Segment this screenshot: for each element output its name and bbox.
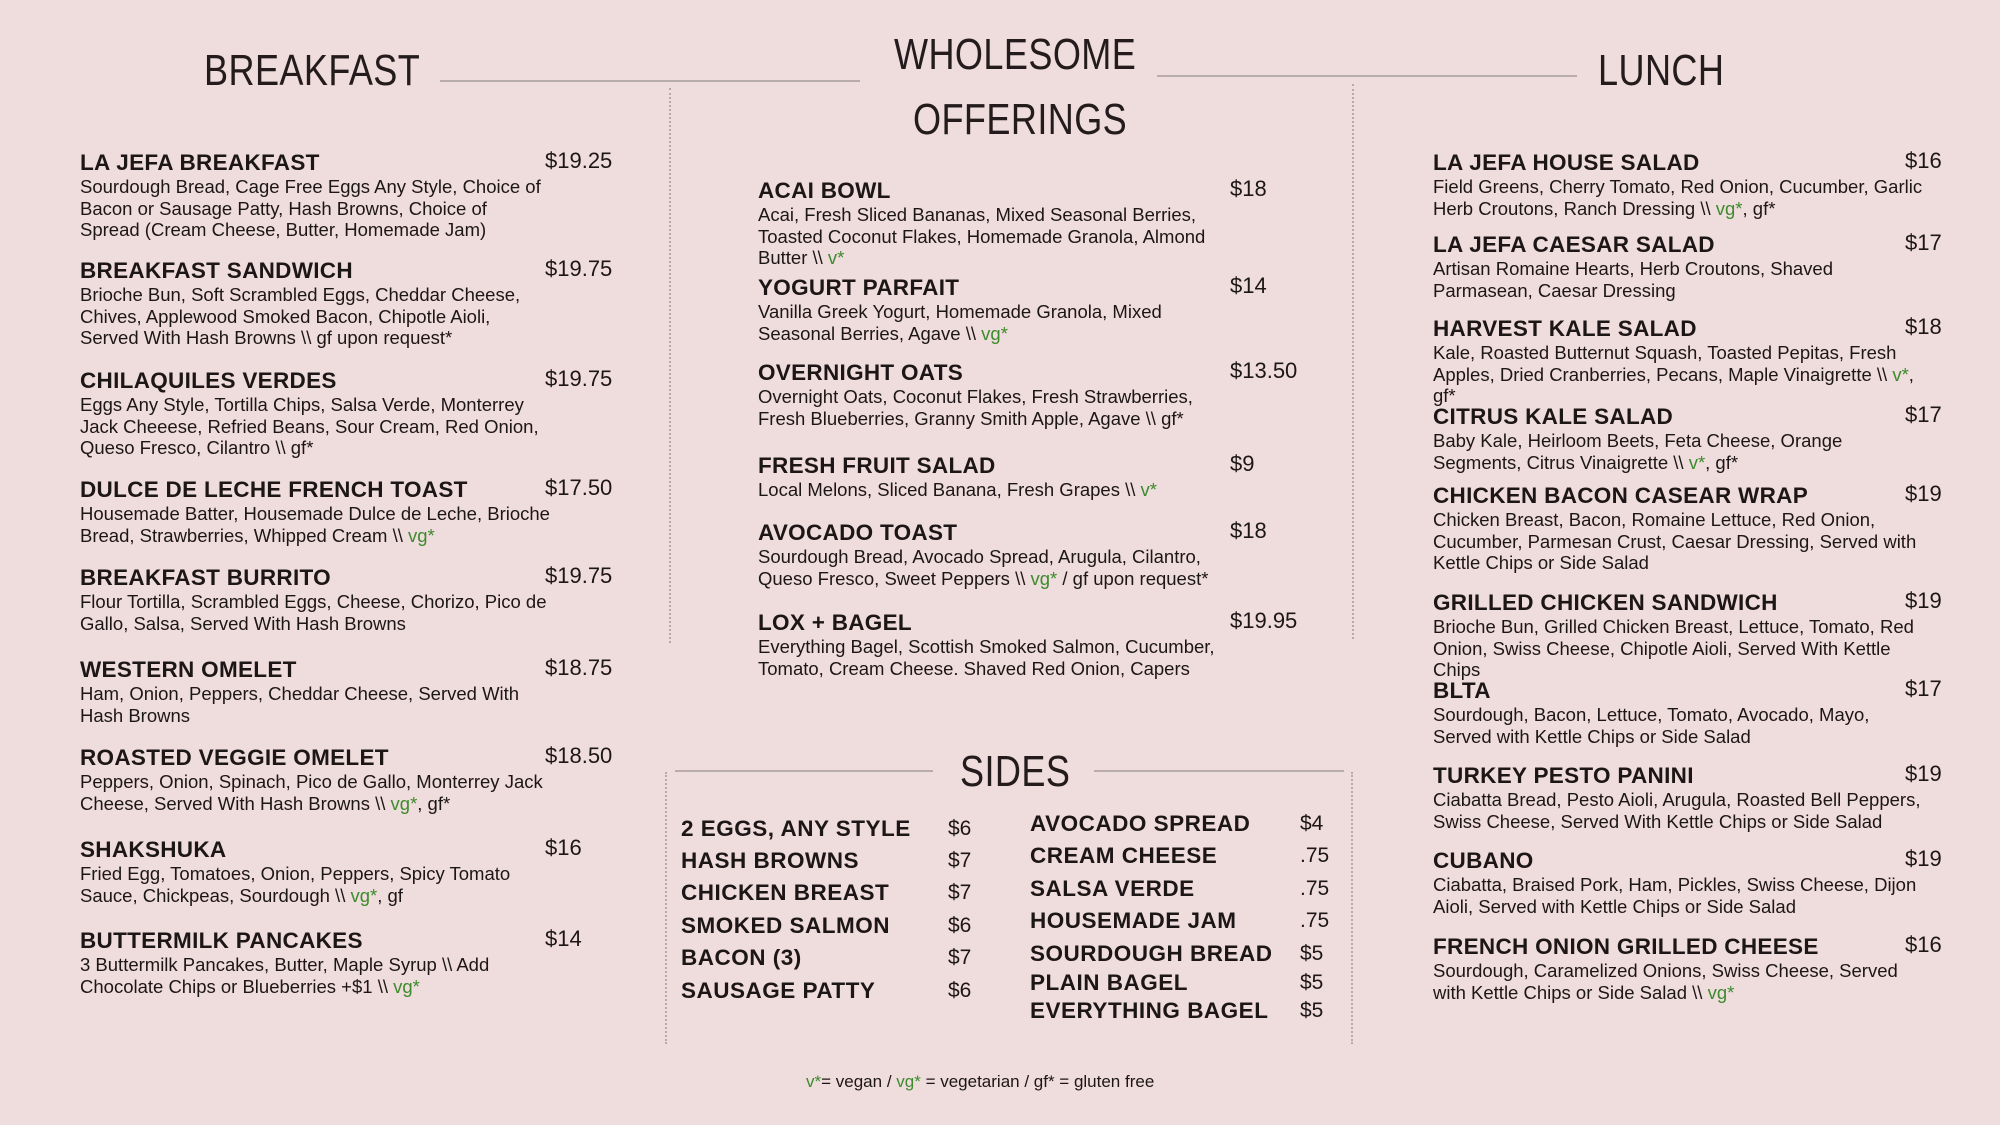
item-price: $17: [1905, 676, 1942, 701]
breakfast-menu-item: [80, 150, 550, 241]
breakfast-menu-item: [80, 258, 550, 349]
wholesome-heading-line1: WHOLESOME: [894, 30, 1137, 79]
side-item-name: 2 EGGS, ANY STYLE: [681, 816, 911, 841]
item-description-text: Flour Tortilla, Scrambled Eggs, Cheese, Chorizo, Pico de Gallo, Salsa, Served With Hash Browns: [80, 591, 547, 634]
item-description-text: Kale, Roasted Butternut Squash, Toasted Pepitas, Fresh Apples, Dried Cranberries, Pecans, Maple Vinaigrette \\: [1433, 342, 1897, 385]
diet-legend: [806, 1072, 1154, 1092]
wholesome-menu-item: [758, 453, 1233, 501]
item-description-text: Sourdough Bread, Cage Free Eggs Any Style, Choice of Bacon or Sausage Patty, Hash Browns, Choice of Spread (Cream Cheese, Butter, Homemade Jam): [80, 176, 541, 240]
breakfast-heading: BREAKFAST: [204, 46, 421, 95]
side-item-name: SOURDOUGH BREAD: [1030, 941, 1273, 966]
lunch-menu-item: [1433, 404, 1928, 473]
item-price: $18: [1905, 314, 1942, 339]
lunch-menu-item: [1433, 763, 1928, 832]
diet-tag-suffix: , gf*: [1705, 451, 1739, 473]
wholesome-heading-line2: OFFERINGS: [913, 95, 1128, 144]
lunch-menu-item: [1433, 232, 1928, 301]
item-name: LA JEFA HOUSE SALAD: [1433, 150, 1700, 175]
item-description-text: Acai, Fresh Sliced Bananas, Mixed Seasonal Berries, Toasted Coconut Flakes, Homemade Granola, Almond Butter \\: [758, 204, 1206, 268]
item-description-text: Housemade Batter, Housemade Dulce de Leche, Brioche Bread, Strawberries, Whipped Cream \\: [80, 503, 550, 546]
item-description: [1433, 258, 1928, 301]
item-description-text: Everything Bagel, Scottish Smoked Salmon, Cucumber, Tomato, Cream Cheese. Shaved Red Onion, Capers: [758, 636, 1215, 679]
item-price: $19.75: [545, 563, 613, 588]
breakfast-menu-item: [80, 657, 550, 726]
legend-vegan-tag: v*: [806, 1072, 822, 1091]
item-description-text: Local Melons, Sliced Banana, Fresh Grapes \\: [758, 479, 1141, 500]
item-name: CHICKEN BACON CASEAR WRAP: [1433, 483, 1809, 508]
lunch-heading: LUNCH: [1598, 46, 1725, 95]
item-description-text: Overnight Oats, Coconut Flakes, Fresh Strawberries, Fresh Blueberries, Granny Smith Apple, Agave \\ gf*: [758, 386, 1193, 429]
item-description: [1433, 509, 1928, 574]
lunch-menu-item: [1433, 483, 1928, 574]
diet-tag: vg*: [393, 975, 420, 997]
item-name: LA JEFA BREAKFAST: [80, 150, 320, 175]
lunch-menu-item: [1433, 848, 1928, 917]
item-description: [1433, 704, 1928, 747]
item-description-text: Ciabatta, Braised Pork, Ham, Pickles, Swiss Cheese, Dijon Aioli, Served with Kettle Chips or Side Salad: [1433, 874, 1917, 917]
wholesome-menu-item: [758, 360, 1233, 429]
breakfast-menu-item: [80, 565, 550, 634]
breakfast-menu-item: [80, 745, 550, 814]
diet-tag: vg*: [1707, 981, 1735, 1003]
lunch-menu-item: [1433, 590, 1928, 681]
side-item-price: $6: [948, 817, 972, 840]
item-description-text: Sourdough, Bacon, Lettuce, Tomato, Avocado, Mayo, Served with Kettle Chips or Side Salad: [1433, 704, 1870, 747]
item-description: [1433, 874, 1928, 917]
item-price: $16: [545, 835, 582, 860]
item-name: LA JEFA CAESAR SALAD: [1433, 232, 1715, 257]
item-price: $18.50: [545, 743, 613, 768]
item-description: [758, 479, 1233, 501]
side-item-price: .75: [1300, 844, 1330, 867]
sides-rule-right: [1094, 770, 1344, 772]
item-price: $18: [1230, 176, 1267, 201]
item-description: [80, 771, 550, 814]
item-description: [80, 683, 550, 726]
item-description: [758, 204, 1233, 269]
item-name: DULCE DE LECHE FRENCH TOAST: [80, 477, 468, 502]
item-description-text: Peppers, Onion, Spinach, Pico de Gallo, Monterrey Jack Cheese, Served With Hash Browns \\: [80, 771, 543, 814]
side-item-name: SAUSAGE PATTY: [681, 978, 876, 1003]
lunch-menu-item: [1433, 678, 1928, 747]
legend-rest-text: = vegetarian / gf* = gluten free: [920, 1072, 1155, 1091]
side-item-name: BACON (3): [681, 945, 802, 970]
item-price: $19: [1905, 481, 1942, 506]
item-description: [80, 284, 550, 349]
side-item-name: CREAM CHEESE: [1030, 843, 1218, 868]
item-name: FRESH FRUIT SALAD: [758, 453, 996, 478]
item-name: WESTERN OMELET: [80, 657, 297, 682]
item-description: [80, 863, 550, 906]
wholesome-menu-item: [758, 520, 1233, 589]
wholesome-menu-item: [758, 275, 1233, 344]
item-description-text: Sourdough, Caramelized Onions, Swiss Cheese, Served with Kettle Chips or Side Salad \\: [1433, 960, 1898, 1003]
item-description: [80, 394, 550, 459]
item-name: HARVEST KALE SALAD: [1433, 316, 1697, 341]
item-description: [80, 591, 550, 634]
diet-tag: vg*: [350, 884, 378, 906]
breakfast-menu-item: [80, 928, 550, 997]
side-item-price: $5: [1300, 999, 1324, 1022]
diet-tag-suffix: / gf upon request*: [1057, 567, 1209, 589]
item-price: $19.75: [545, 366, 613, 391]
diet-tag: v*: [827, 247, 845, 268]
side-item-price: $4: [1300, 812, 1324, 835]
breakfast-menu-item: [80, 837, 550, 906]
item-description-text: Field Greens, Cherry Tomato, Red Onion, Cucumber, Garlic Herb Croutons, Ranch Dressing \\: [1433, 176, 1923, 219]
sides-border-right: [1351, 772, 1353, 1044]
item-price: $13.50: [1230, 358, 1298, 383]
lunch-menu-item: [1433, 150, 1928, 219]
item-description: [80, 176, 550, 241]
item-description: [1433, 342, 1928, 407]
item-description-text: Artisan Romaine Hearts, Herb Croutons, Shaved Parmasean, Caesar Dressing: [1433, 258, 1833, 301]
item-name: BUTTERMILK PANCAKES: [80, 928, 363, 953]
item-description: [80, 954, 550, 997]
item-description-text: Vanilla Greek Yogurt, Homemade Granola, Mixed Seasonal Berries, Agave \\: [758, 301, 1162, 344]
lunch-rule: [1157, 75, 1577, 77]
item-name: CITRUS KALE SALAD: [1433, 404, 1674, 429]
item-description: [758, 546, 1233, 589]
breakfast-menu-item: [80, 368, 550, 459]
side-item-name: SMOKED SALMON: [681, 913, 890, 938]
item-name: BREAKFAST SANDWICH: [80, 258, 353, 283]
side-item-price: .75: [1300, 877, 1330, 900]
item-description: [758, 636, 1233, 679]
diet-tag: vg*: [408, 524, 435, 546]
item-name: GRILLED CHICKEN SANDWICH: [1433, 590, 1778, 615]
item-description: [1433, 430, 1928, 473]
diet-tag: vg*: [390, 792, 418, 814]
side-item-name: CHICKEN BREAST: [681, 880, 890, 905]
item-description: [1433, 960, 1928, 1003]
item-description-text: Baby Kale, Heirloom Beets, Feta Cheese, Orange Segments, Citrus Vinaigrette \\: [1433, 430, 1843, 473]
sides-heading: SIDES: [960, 747, 1071, 796]
item-price: $18: [1230, 518, 1267, 543]
wholesome-menu-item: [758, 178, 1233, 269]
item-name: CHILAQUILES VERDES: [80, 368, 337, 393]
diet-tag-suffix: , gf*: [1742, 197, 1776, 219]
item-price: $9: [1230, 451, 1255, 476]
item-description: [1433, 176, 1928, 219]
side-item-name: EVERYTHING BAGEL: [1030, 998, 1269, 1023]
item-description-text: Eggs Any Style, Tortilla Chips, Salsa Verde, Monterrey Jack Cheeese, Refried Beans, Sour Cream, Red Onion, Queso Fresco, Cilantro \\ gf*: [80, 394, 539, 458]
item-name: YOGURT PARFAIT: [758, 275, 960, 300]
side-item-name: HOUSEMADE JAM: [1030, 908, 1237, 933]
item-description: [80, 503, 550, 546]
diet-tag-suffix: , gf: [377, 884, 403, 906]
item-description-text: Brioche Bun, Soft Scrambled Eggs, Cheddar Cheese, Chives, Applewood Smoked Bacon, Chipotle Aioli, Served With Hash Browns \\ gf upon request*: [80, 284, 521, 348]
item-description: [758, 301, 1233, 344]
item-description-text: Fried Egg, Tomatoes, Onion, Peppers, Spicy Tomato Sauce, Chickpeas, Sourdough \\: [80, 863, 511, 906]
item-price: $17.50: [545, 475, 613, 500]
side-item-price: $7: [948, 849, 972, 872]
item-name: FRENCH ONION GRILLED CHEESE: [1433, 934, 1819, 959]
item-name: TURKEY PESTO PANINI: [1433, 763, 1694, 788]
column-divider-left: [669, 88, 671, 643]
column-divider-right: [1352, 84, 1354, 639]
item-price: $14: [545, 926, 582, 951]
wholesome-menu-item: [758, 610, 1233, 679]
side-item-price: $6: [948, 979, 972, 1002]
item-description: [758, 386, 1233, 429]
item-description-text: Chicken Breast, Bacon, Romaine Lettuce, Red Onion, Cucumber, Parmesan Crust, Caesar Dressing, Served with Kettle Chips or Side Salad: [1433, 509, 1917, 573]
item-name: BREAKFAST BURRITO: [80, 565, 331, 590]
item-name: ACAI BOWL: [758, 178, 891, 203]
side-item-price: .75: [1300, 909, 1330, 932]
item-price: $14: [1230, 273, 1267, 298]
side-item-name: PLAIN BAGEL: [1030, 970, 1189, 995]
diet-tag: vg*: [981, 322, 1008, 344]
diet-tag: v*: [1140, 479, 1157, 500]
breakfast-rule: [440, 80, 860, 82]
item-description-text: 3 Buttermilk Pancakes, Butter, Maple Syrup \\ Add Chocolate Chips or Blueberries +$1 \\: [80, 954, 490, 997]
item-price: $19: [1905, 761, 1942, 786]
side-item-name: HASH BROWNS: [681, 848, 859, 873]
item-price: $19.25: [545, 148, 613, 173]
diet-tag-suffix: , gf*: [417, 792, 451, 814]
side-item-name: AVOCADO SPREAD: [1030, 811, 1251, 836]
item-description-text: Sourdough Bread, Avocado Spread, Arugula, Cilantro, Queso Fresco, Sweet Peppers \\: [758, 546, 1201, 589]
item-price: $19.75: [545, 256, 613, 281]
item-name: OVERNIGHT OATS: [758, 360, 964, 385]
sides-rule-left: [675, 770, 933, 772]
item-price: $18.75: [545, 655, 613, 680]
item-price: $17: [1905, 230, 1942, 255]
legend-vegan-text: = vegan /: [821, 1072, 897, 1091]
lunch-menu-item: [1433, 316, 1928, 407]
diet-tag: vg*: [1715, 197, 1743, 219]
item-description-text: Ciabatta Bread, Pesto Aioli, Arugula, Roasted Bell Peppers, Swiss Cheese, Served With Kettle Chips or Side Salad: [1433, 789, 1921, 832]
item-name: SHAKSHUKA: [80, 837, 227, 862]
item-name: AVOCADO TOAST: [758, 520, 958, 545]
lunch-menu-item: [1433, 934, 1928, 1003]
side-item-price: $7: [948, 946, 972, 969]
breakfast-menu-item: [80, 477, 550, 546]
item-name: ROASTED VEGGIE OMELET: [80, 745, 389, 770]
side-item-price: $7: [948, 881, 972, 904]
item-price: $19: [1905, 846, 1942, 871]
diet-tag: v*: [1688, 451, 1706, 473]
item-description: [1433, 616, 1928, 681]
side-item-price: $5: [1300, 971, 1324, 994]
item-name: BLTA: [1433, 678, 1491, 703]
item-price: $19.95: [1230, 608, 1298, 633]
item-price: $16: [1905, 932, 1942, 957]
diet-tag-suffix: , gf*: [1433, 363, 1914, 406]
diet-tag: vg*: [1030, 567, 1058, 589]
side-item-price: $6: [948, 914, 972, 937]
item-price: $17: [1905, 402, 1942, 427]
side-item-name: SALSA VERDE: [1030, 876, 1195, 901]
diet-tag: v*: [1892, 363, 1909, 385]
side-item-price: $5: [1300, 942, 1324, 965]
item-description: [1433, 789, 1928, 832]
item-description-text: Ham, Onion, Peppers, Cheddar Cheese, Served With Hash Browns: [80, 683, 520, 726]
item-name: CUBANO: [1433, 848, 1534, 873]
item-price: $19: [1905, 588, 1942, 613]
legend-vegetarian-tag: vg*: [896, 1072, 921, 1091]
item-price: $16: [1905, 148, 1942, 173]
item-name: LOX + BAGEL: [758, 610, 912, 635]
sides-border-left: [665, 772, 667, 1044]
item-description-text: Brioche Bun, Grilled Chicken Breast, Lettuce, Tomato, Red Onion, Swiss Cheese, Chipotle Aioli, Served With Kettle Chips: [1433, 616, 1914, 680]
